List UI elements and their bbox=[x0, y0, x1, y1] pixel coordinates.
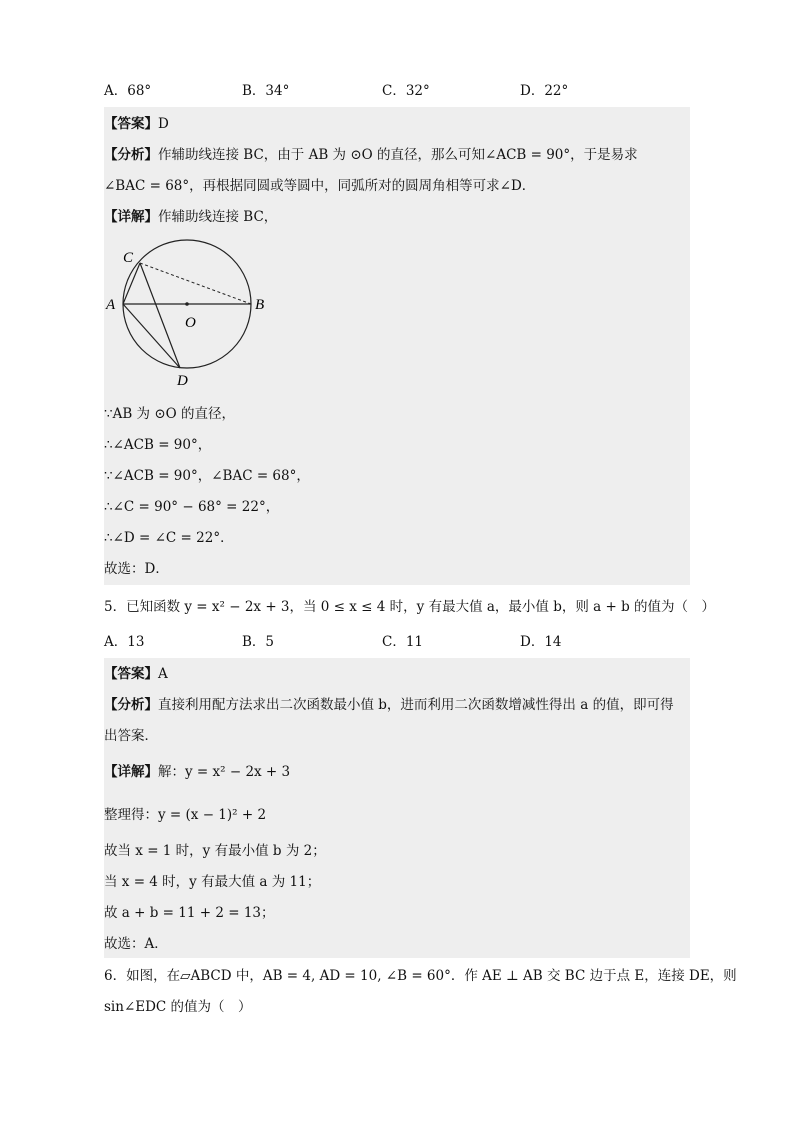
q5-step: 整理得：y = (x − 1)² + 2 bbox=[104, 807, 267, 823]
label-b: B bbox=[255, 297, 265, 313]
answer-value: A bbox=[158, 666, 168, 682]
q4-option-d: D．22° bbox=[520, 83, 569, 99]
q5-option-b: B．5 bbox=[242, 634, 275, 650]
q4-option-a: A．68° bbox=[104, 83, 152, 99]
segment-cd bbox=[140, 263, 180, 368]
detail-tag: 【详解】 bbox=[104, 209, 158, 225]
detail-tag: 【详解】 bbox=[104, 764, 158, 780]
segment-ac bbox=[123, 263, 140, 304]
q4-step: ∴∠C = 90° − 68° = 22°， bbox=[104, 499, 280, 515]
q4-step: ∴∠ACB = 90°， bbox=[104, 437, 212, 453]
q5-option-a: A．13 bbox=[104, 634, 145, 650]
analysis-tag: 【分析】 bbox=[104, 697, 158, 713]
answer-value: D bbox=[158, 116, 169, 132]
circle-figure bbox=[104, 236, 274, 391]
q5-analysis-line1 bbox=[104, 690, 690, 720]
detail-text: 解：y = x² − 2x + 3 bbox=[158, 764, 291, 780]
q4-analysis-line1 bbox=[104, 140, 690, 170]
q5-step: 故 a + b = 11 + 2 = 13； bbox=[104, 905, 275, 921]
q5-stem: 5．已知函数 y = x² − 2x + 3，当 0 ≤ x ≤ 4 时，y 有最大值 a，最小值 b，则 a + b 的值为（ ） bbox=[104, 599, 716, 615]
q5-detail bbox=[104, 757, 690, 787]
q6-stem-line1: 6．如图，在▱ABCD 中，AB = 4, AD = 10, ∠B = 60°．作 AE ⊥ AB 交 BC 边于点 E，连接 DE，则 bbox=[104, 968, 737, 984]
q4-option-b: B．34° bbox=[242, 83, 290, 99]
q5-answer bbox=[104, 659, 690, 689]
q4-options bbox=[104, 76, 690, 106]
analysis-text: 作辅助线连接 BC，由于 AB 为 ⊙O 的直径，那么可知∠ACB = 90°，于是易求 bbox=[158, 147, 638, 163]
q4-step: ∴∠D = ∠C = 22°． bbox=[104, 530, 234, 546]
q4-option-c: C．32° bbox=[382, 83, 430, 99]
answer-tag: 【答案】 bbox=[104, 116, 158, 132]
q5-options bbox=[104, 627, 690, 657]
analysis-text: 直接利用配方法求出二次函数最小值 b，进而利用二次函数增减性得出 a 的值，即可得 bbox=[158, 697, 674, 713]
analysis-tag: 【分析】 bbox=[104, 147, 158, 163]
q6-stem-line2: sin∠EDC 的值为（ ） bbox=[104, 999, 252, 1015]
q4-analysis-line2: ∠BAC = 68°，再根据同圆或等圆中，同弧所对的圆周角相等可求∠D． bbox=[104, 178, 536, 194]
detail-text: 作辅助线连接 BC， bbox=[158, 209, 278, 225]
q4-detail bbox=[104, 202, 690, 232]
q5-step: 当 x = 4 时，y 有最大值 a 为 11； bbox=[104, 874, 321, 890]
q4-step: ∵AB 为 ⊙O 的直径， bbox=[104, 406, 236, 422]
center-point bbox=[185, 302, 189, 306]
q4-step: ∵∠ACB = 90°，∠BAC = 68°， bbox=[104, 468, 310, 484]
q5-option-c: C．11 bbox=[382, 634, 424, 650]
q4-answer bbox=[104, 109, 690, 139]
dashed-line-bc bbox=[140, 263, 251, 304]
label-d: D bbox=[177, 373, 188, 389]
q4-step: 故选：D． bbox=[104, 561, 169, 577]
label-a: A bbox=[106, 297, 116, 313]
q5-analysis-line2: 出答案． bbox=[104, 728, 158, 744]
answer-tag: 【答案】 bbox=[104, 666, 158, 682]
q5-step: 故选：A． bbox=[104, 936, 168, 952]
label-o: O bbox=[185, 315, 196, 331]
q5-option-d: D．14 bbox=[520, 634, 562, 650]
q5-step: 故当 x = 1 时，y 有最小值 b 为 2； bbox=[104, 843, 326, 859]
label-c: C bbox=[123, 250, 134, 266]
